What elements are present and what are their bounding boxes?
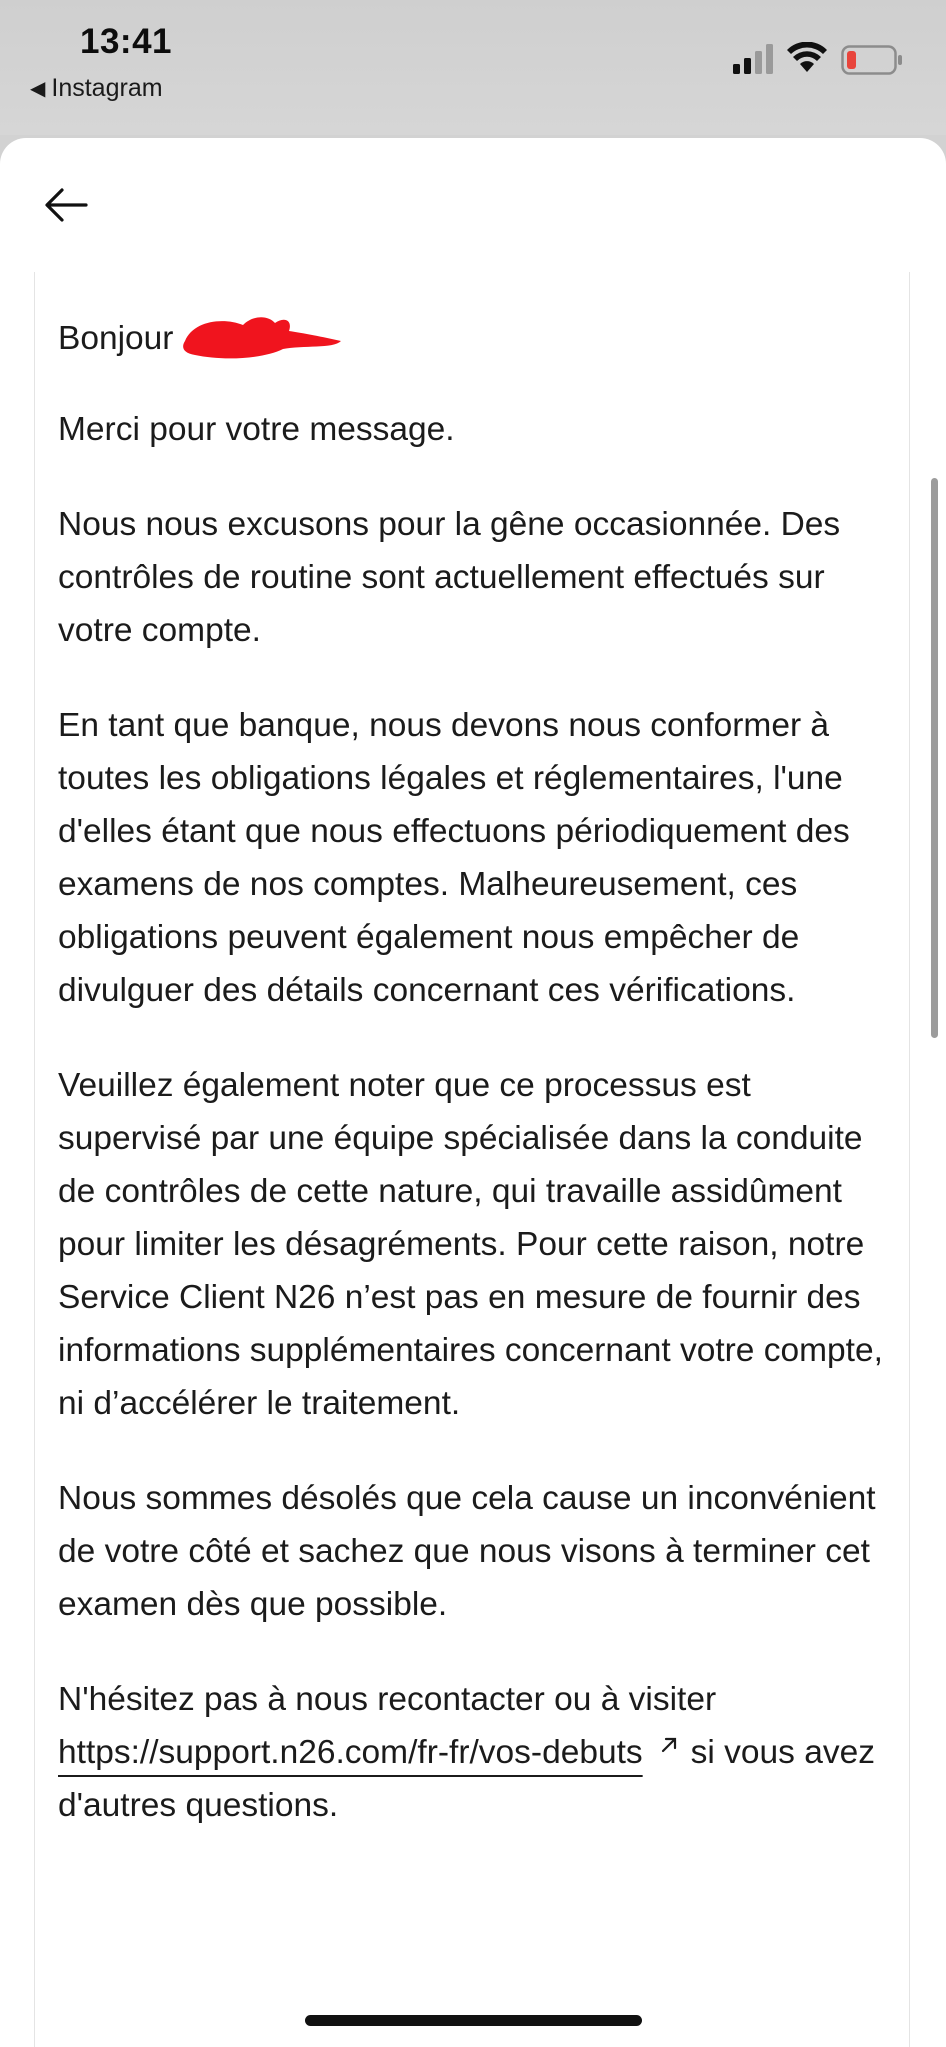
home-indicator[interactable] (305, 2015, 642, 2026)
back-to-app-button[interactable] (30, 74, 163, 103)
status-time: 13:41 (80, 22, 173, 61)
paragraph-5: Nous sommes désolés que cela cause un inconvénient de votre côté et sachez que nous visons à terminer cet examen dès que possible. (58, 1480, 876, 1623)
contact-text: N'hésitez pas à nous recontacter ou à visiter (58, 1681, 717, 1718)
wifi-icon (787, 42, 827, 74)
status-bar (0, 0, 946, 135)
support-link[interactable]: https://support.n26.com/fr-fr/vos-debuts (58, 1734, 643, 1771)
paragraph-1: Merci pour votre message. (58, 411, 455, 448)
contact-text-end: si vous avez d'autres questions. (58, 1734, 875, 1824)
back-app-label: Instagram (51, 74, 163, 102)
arrow-left-icon[interactable] (42, 180, 90, 228)
paragraph-3: En tant que banque, nous devons nous conformer à toutes les obligations légales et réglementaires, l'une d'elles étant que nous effectuons périodiquement des examens de nos comptes. Malheureusement, ces obligations peuvent également nous empêcher de divulguer des détails concernant ces vérifications. (58, 707, 850, 1009)
scrollbar[interactable] (931, 478, 938, 1038)
message-body (58, 312, 898, 1874)
paragraph-6 (58, 1673, 898, 1832)
triangle-left-icon: ◀ (30, 77, 46, 100)
paragraph-2: Nous nous excusons pour la gêne occasionnée. Des contrôles de routine sont actuellement effectués sur votre compte. (58, 506, 841, 649)
cellular-signal-icon (733, 44, 775, 74)
greeting-text: Bonjour (58, 320, 174, 357)
greeting-line (58, 312, 898, 365)
paragraph-4: Veuillez également noter que ce processus est supervisé par une équipe spécialisée dans la conduite de contrôles de cette nature, qui travaille assidûment pour limiter les désagréments. Pour cette raison, notre Service Client N26 n’est pas en mesure de fournir des informations supplémentaires concernant votre compte, ni d’accélérer le traitement. (58, 1067, 883, 1422)
redaction-scribble (183, 313, 343, 363)
external-link-icon (657, 1733, 681, 1757)
battery-low-icon (841, 45, 903, 75)
